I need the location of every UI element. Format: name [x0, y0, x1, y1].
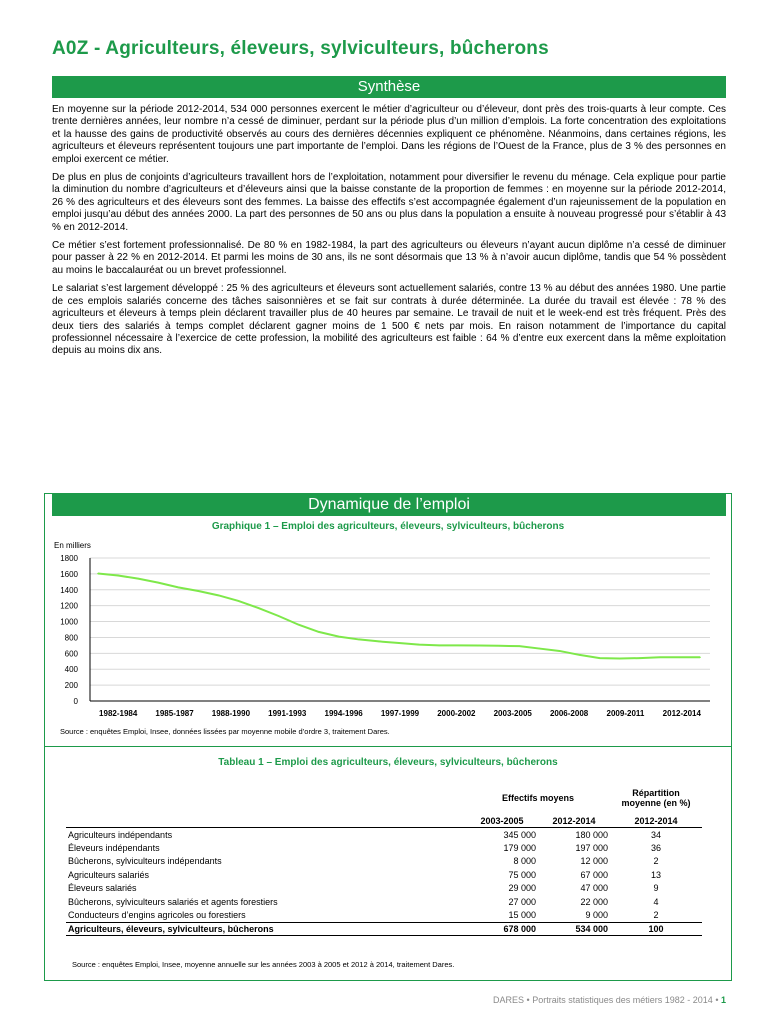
data-point [398, 642, 400, 644]
row-2003-2005: 75 000 [508, 869, 536, 880]
data-point [358, 639, 360, 641]
data-point [218, 595, 220, 597]
y-tick-label: 800 [64, 633, 78, 643]
x-tick-label: 2006-2008 [549, 709, 589, 718]
employment-table [66, 782, 702, 936]
x-tick-label: 1997-1999 [380, 709, 420, 718]
row-2012-2014: 47 000 [580, 883, 608, 894]
table-subheader [66, 814, 702, 828]
total-2012-2014: 534 000 [538, 922, 610, 936]
data-point [137, 578, 139, 580]
total-2003-2005: 678 000 [466, 922, 538, 936]
table-header-empty [66, 782, 466, 814]
row-label: Éleveurs salariés [68, 883, 137, 894]
table-title: Tableau 1 – Emploi des agriculteurs, éleveurs, sylviculteurs, bûcherons [218, 757, 558, 768]
data-point [238, 600, 240, 602]
data-point [519, 645, 521, 647]
page-number: 1 [720, 995, 726, 1005]
x-tick-label: 2009-2011 [606, 709, 645, 718]
data-point [378, 641, 380, 643]
table-header [66, 782, 702, 814]
subheader: 2012-2014 [610, 814, 702, 828]
row-label: Conducteurs d’engins agricoles ou forestiers [68, 910, 246, 920]
table-row [66, 841, 702, 855]
section-heading-dynamique: Dynamique de l’emploi [52, 493, 726, 516]
table-total-row [66, 922, 702, 936]
row-2003-2005: 345 000 [503, 829, 536, 840]
page-title: A0Z - Agriculteurs, éleveurs, sylviculteurs, bûcherons [52, 38, 549, 59]
paragraph: En moyenne sur la période 2012-2014, 534 000 personnes exercent le métier d’agriculteur ou d’éleveur, dont près des trois-quarts à leur compte. Ces trente dernières années, leur nombre n’a cessé de diminuer, perdant sur la période plus d’un million d’emplois. La forte concentration des exploitations et la hausse des gains de productivité observés au cours des dernières décennies expliquent ce phénomène. Néanmoins, dans certaines régions, les agriculteurs et éleveurs représentent toujours une part importante de l’emploi. Dans les régions de l’Ouest de la France, plus de 3 % des personnes en emploi exercent ce métier. [52, 104, 726, 165]
row-pct: 36 [650, 842, 661, 853]
y-tick-label: 1800 [60, 554, 78, 563]
data-point [579, 654, 581, 656]
data-point [318, 631, 320, 633]
data-point [298, 624, 300, 626]
y-tick-label: 1600 [60, 569, 78, 579]
row-2003-2005: 179 000 [503, 842, 536, 853]
data-point [177, 587, 179, 589]
row-pct: 13 [650, 869, 661, 880]
row-pct: 2 [653, 910, 659, 920]
row-pct: 34 [650, 829, 661, 840]
subheader: 2003-2005 [466, 814, 538, 828]
table-row [66, 855, 702, 869]
data-point [338, 636, 340, 638]
paragraph: De plus en plus de conjoints d’agriculteurs travaillent hors de l’exploitation, notamment pour diversifier le revenu du ménage. Cela explique pour partie la diminution du nombre d’agriculteurs et d’éleveurs ainsi que la baisse constante de la proportion de femmes : en moyenne sur la période 2012-2014, 26 % des agriculteurs et des éleveurs sont des femmes. La baisse des effectifs s’est accompagnée également d’un rajeunissement de la population en emploi jusqu’au début des années 2000. La part des personnes de 50 ans ou plus dans la population a ensuite à nouveau progressé pour s’établir à 43 % en 2012-2014. [52, 172, 726, 233]
row-2012-2014: 197 000 [575, 842, 608, 853]
data-point [117, 575, 119, 577]
x-tick-label: 2000-2002 [437, 709, 476, 718]
data-point [499, 645, 501, 647]
section-heading-synthese: Synthèse [52, 76, 726, 98]
row-2012-2014: 9 000 [585, 910, 608, 920]
footer-bullet: • [526, 995, 530, 1005]
data-point [198, 590, 200, 592]
x-tick-label: 1982-1984 [99, 709, 138, 718]
data-point [157, 582, 159, 584]
employment-line-chart [50, 536, 720, 726]
y-tick-label: 1000 [60, 617, 78, 627]
table-row [66, 882, 702, 896]
footer-publication: Portraits statistiques des métiers 1982 - 2014 [532, 995, 713, 1005]
page-footer [493, 995, 726, 1005]
data-point [659, 657, 661, 659]
col-group-repartition: Répartition moyenne (en %) [621, 788, 691, 808]
data-point [438, 645, 440, 647]
chart-grid [90, 558, 710, 685]
chart-source: Source : enquêtes Emploi, Insee, données lissées par moyenne mobile d’ordre 3, traitement Dares. [60, 727, 390, 736]
row-label: Bûcherons, sylviculteurs indépendants [68, 856, 222, 867]
data-point [539, 648, 541, 650]
data-point [679, 657, 681, 659]
data-point [97, 573, 99, 575]
data-point [619, 658, 621, 660]
data-point [258, 607, 260, 609]
subheader-empty [66, 814, 466, 828]
footer-source: DARES [493, 995, 525, 1005]
x-tick-label: 2003-2005 [493, 709, 532, 718]
data-point [639, 657, 641, 659]
footer-bullet: • [715, 995, 719, 1005]
row-2012-2014: 67 000 [580, 869, 608, 880]
x-tick-label: 1994-1996 [324, 709, 363, 718]
col-group-effectifs: Effectifs moyens [501, 793, 575, 803]
x-tick-label: 2012-2014 [662, 709, 701, 718]
table-body [66, 828, 702, 923]
data-point [418, 644, 420, 646]
row-2003-2005: 29 000 [508, 883, 536, 894]
total-pct: 100 [610, 922, 702, 936]
row-2012-2014: 180 000 [575, 829, 608, 840]
row-label: Agriculteurs salariés [68, 869, 150, 880]
x-tick-label: 1991-1993 [268, 709, 307, 718]
x-tick-label: 1985-1987 [155, 709, 194, 718]
chart-y-label: En milliers [54, 541, 91, 550]
section-divider [44, 746, 732, 747]
y-tick-label: 1200 [60, 601, 78, 611]
series-line-employment [98, 573, 700, 658]
table-row [66, 909, 702, 923]
data-point [278, 615, 280, 617]
y-tick-label: 200 [64, 681, 78, 691]
data-point [478, 645, 480, 647]
chart-series [97, 573, 701, 660]
row-2003-2005: 27 000 [508, 896, 536, 907]
data-point [599, 657, 601, 659]
y-tick-label: 600 [64, 649, 78, 659]
table-row [66, 895, 702, 909]
row-pct: 2 [653, 856, 659, 867]
chart-axes [60, 554, 710, 718]
row-2012-2014: 12 000 [580, 856, 608, 867]
y-tick-label: 400 [64, 665, 78, 675]
row-pct: 9 [653, 883, 659, 894]
subheader: 2012-2014 [538, 814, 610, 828]
chart-title: Graphique 1 – Emploi des agriculteurs, éleveurs, sylviculteurs, bûcherons [211, 521, 565, 532]
row-2003-2005: 8 000 [513, 856, 536, 867]
y-tick-label: 1400 [60, 585, 78, 595]
row-2012-2014: 22 000 [580, 896, 608, 907]
table-row [66, 828, 702, 842]
total-label: Agriculteurs, éleveurs, sylviculteurs, bûcherons [66, 922, 466, 936]
row-2003-2005: 15 000 [508, 910, 536, 920]
paragraph: Ce métier s’est fortement professionnalisé. De 80 % en 1982-1984, la part des agriculteurs ou éleveurs n’ayant aucun diplôme n’a cessé de diminuer pour passer à 22 % en 2012-2014. Et parmi les moins de 30 ans, ils ne sont désormais que 13 % à n’avoir aucun diplôme, tandis que 54 % possèdent au moins le baccalauréat ou un brevet professionnel. [52, 240, 726, 276]
row-label: Éleveurs indépendants [68, 842, 160, 853]
data-point [559, 650, 561, 652]
y-tick-label: 0 [73, 697, 78, 706]
synthese-text [52, 104, 726, 364]
paragraph: Le salariat s’est largement développé : 25 % des agriculteurs et éleveurs sont actuellement salariés, contre 13 % au début des années 1980. Une partie de ces emplois salariés concerne des tâches saisonnières et se fait sur contrats à durée déterminée. La durée du travail est élevée : 78 % des agriculteurs et éleveurs à temps plein déclarent travailler plus de 40 heures par semaine. Le travail de nuit et le week-end est très fréquent. Près des deux tiers des salariés à temps complet déclarent gagner moins de 1 500 € nets par mois. En raison notamment de l’importance du capital professionnel nécessaire à l’exercice de cette profession, la mobilité des agriculteurs est faible : 64 % d’entre eux exercent dans la même exploitation depuis au moins dix ans. [52, 283, 726, 357]
data-point [458, 645, 460, 647]
row-pct: 4 [653, 896, 659, 907]
data-point [699, 657, 701, 659]
x-tick-label: 1988-1990 [211, 709, 251, 718]
row-label: Bûcherons, sylviculteurs salariés et agents forestiers [68, 896, 278, 907]
table-source: Source : enquêtes Emploi, Insee, moyenne annuelle sur les années 2003 à 2005 et 2012 à 2014, traitement Dares. [72, 960, 455, 969]
table-row [66, 868, 702, 882]
row-label: Agriculteurs indépendants [68, 829, 173, 840]
